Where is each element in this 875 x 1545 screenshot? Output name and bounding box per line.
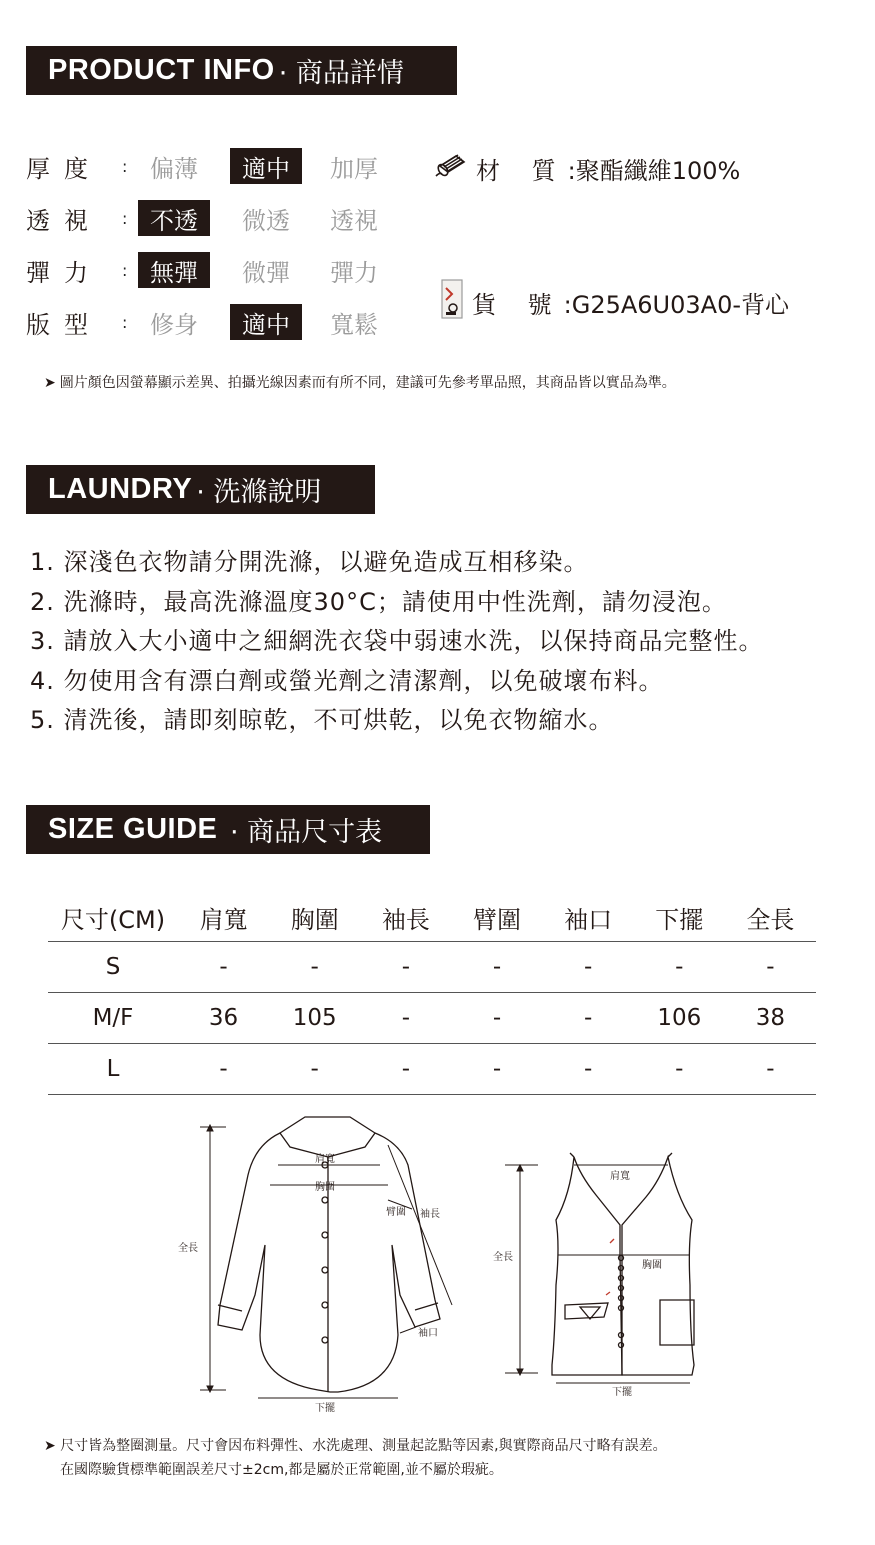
footnote-line-2 — [44, 1458, 667, 1482]
attribute-option: 修身 — [150, 310, 198, 339]
measurement-cell: - — [451, 941, 542, 992]
measurement-cell: 105 — [269, 992, 360, 1043]
laundry-instructions — [30, 540, 764, 738]
section-title-product-info — [26, 46, 457, 95]
attribute-colon: : — [122, 312, 128, 332]
item-number-label: 貨 號 — [472, 290, 564, 319]
material-value: :聚酯纖維100% — [567, 156, 741, 185]
garment-measurement-diagram — [160, 1105, 720, 1425]
attribute-option: 適中 — [230, 148, 302, 184]
footnote-text-2: 在國際驗貨標準範圍誤差尺寸±2cm,都是屬於正常範圍,並不屬於瑕疵。 — [60, 1462, 503, 1478]
color-disclaimer-text: 圖片顏色因螢幕顯示差異、拍攝光線因素而有所不同，建議可先參考單品照，其商品皆以實品為準。 — [59, 375, 676, 391]
attribute-option: 彈力 — [330, 258, 378, 287]
size-label-cell: S — [48, 941, 178, 992]
table-row — [48, 992, 816, 1043]
label-hem: 下擺 — [315, 1403, 335, 1414]
size-table — [48, 895, 816, 1095]
arrow-right-icon: ➤ — [44, 375, 56, 391]
attribute-option: 適中 — [230, 304, 302, 340]
table-row — [48, 941, 816, 992]
measurement-cell: 106 — [634, 992, 725, 1043]
laundry-item: 5. 清洗後，請即刻晾乾，不可烘乾，以免衣物縮水。 — [30, 706, 614, 735]
vest-label-length: 全長 — [493, 1252, 513, 1263]
material-line — [434, 150, 740, 186]
attribute-label: 彈力 — [26, 258, 102, 287]
material-label: 材 質 — [476, 156, 568, 185]
attribute-label: 版型 — [26, 310, 102, 339]
measurement-cell: - — [725, 1043, 816, 1094]
measurement-cell: - — [360, 1043, 451, 1094]
vest-label-shoulder: 肩寬 — [610, 1171, 630, 1182]
size-label-cell: M/F — [48, 992, 178, 1043]
footnote-line-1 — [44, 1434, 667, 1458]
measurement-cell: - — [269, 941, 360, 992]
header-cell: 全長 — [725, 895, 816, 941]
attribute-row — [26, 251, 406, 289]
label-arm: 臂圍 — [386, 1207, 406, 1218]
title-en: PRODUCT INFO — [48, 54, 275, 86]
attribute-row — [26, 147, 406, 185]
footnote-text-1: 尺寸皆為整圈測量。尺寸會因布料彈性、水洗處理、測量起訖點等因素,與實際商品尺寸略有誤差。 — [60, 1438, 667, 1454]
header-cell: 袖口 — [543, 895, 634, 941]
measurement-cell: - — [634, 941, 725, 992]
measurement-cell: - — [451, 992, 542, 1043]
title-zh: · 商品尺寸表 — [221, 817, 383, 848]
label-sleeve: 袖長 — [420, 1209, 440, 1220]
header-cell: 臂圍 — [451, 895, 542, 941]
attribute-option: 微彈 — [242, 258, 290, 287]
attribute-colon: : — [122, 156, 128, 176]
thread-spool-icon — [434, 150, 470, 186]
label-cuff: 袖口 — [418, 1328, 438, 1339]
vest-illustration — [552, 1153, 694, 1375]
measurement-cell: - — [178, 1043, 269, 1094]
size-table-header — [48, 895, 816, 941]
measurement-cell: - — [543, 1043, 634, 1094]
measurement-cell: 36 — [178, 992, 269, 1043]
header-cell: 尺寸(CM) — [48, 895, 178, 941]
header-cell: 胸圍 — [269, 895, 360, 941]
size-footnote — [44, 1434, 667, 1482]
item-number-value: :G25A6U03A0-背心 — [563, 290, 790, 319]
laundry-item: 3. 請放入大小適中之細網洗衣袋中弱速水洗，以保持商品完整性。 — [30, 627, 764, 656]
section-title-laundry — [26, 465, 375, 514]
header-cell: 下擺 — [634, 895, 725, 941]
measurement-cell: - — [178, 941, 269, 992]
attribute-option: 不透 — [138, 200, 210, 236]
attribute-label: 透視 — [26, 206, 102, 235]
label-shoulder: 肩寬 — [315, 1154, 335, 1165]
measurement-cell: - — [543, 992, 634, 1043]
attribute-option: 加厚 — [330, 154, 378, 183]
title-en: SIZE GUIDE — [48, 813, 218, 845]
measurement-cell: 38 — [725, 992, 816, 1043]
header-cell: 袖長 — [360, 895, 451, 941]
size-label-cell: L — [48, 1043, 178, 1094]
color-disclaimer — [44, 372, 676, 392]
label-length: 全長 — [178, 1243, 198, 1254]
laundry-item: 1. 深淺色衣物請分開洗滌，以避免造成互相移染。 — [30, 548, 589, 577]
attribute-option: 偏薄 — [150, 154, 198, 183]
attribute-option: 透視 — [330, 206, 378, 235]
measurement-cell: - — [725, 941, 816, 992]
measurement-cell: - — [451, 1043, 542, 1094]
attribute-option: 無彈 — [138, 252, 210, 288]
title-en: LAUNDRY — [48, 473, 193, 505]
attribute-option: 微透 — [242, 206, 290, 235]
attribute-colon: : — [122, 260, 128, 280]
measurement-cell: - — [543, 941, 634, 992]
attribute-option: 寬鬆 — [330, 310, 378, 339]
laundry-item: 4. 勿使用含有漂白劑或螢光劑之清潔劑，以免破壞布料。 — [30, 666, 664, 695]
measurement-cell: - — [360, 941, 451, 992]
laundry-item: 2. 洗滌時，最高洗滌溫度30°C；請使用中性洗劑，請勿浸泡。 — [30, 587, 727, 616]
attribute-colon: : — [122, 208, 128, 228]
label-chest: 胸圍 — [315, 1182, 335, 1193]
title-zh: · 商品詳情 — [278, 58, 404, 89]
attribute-row — [26, 303, 406, 341]
header-cell: 肩寬 — [178, 895, 269, 941]
attribute-label: 厚度 — [26, 154, 102, 183]
vest-label-chest: 胸圍 — [642, 1260, 662, 1271]
table-row — [48, 1043, 816, 1094]
item-number-line — [440, 278, 789, 326]
tag-icon — [440, 278, 466, 326]
measurement-cell: - — [269, 1043, 360, 1094]
attribute-row — [26, 199, 406, 237]
title-zh: · 洗滌說明 — [196, 477, 322, 508]
measurement-cell: - — [634, 1043, 725, 1094]
arrow-right-icon: ➤ — [44, 1438, 56, 1454]
shirt-measure-lines — [200, 1125, 452, 1398]
vest-label-hem: 下擺 — [612, 1387, 632, 1398]
measurement-cell: - — [360, 992, 451, 1043]
section-title-size-guide — [26, 805, 430, 854]
